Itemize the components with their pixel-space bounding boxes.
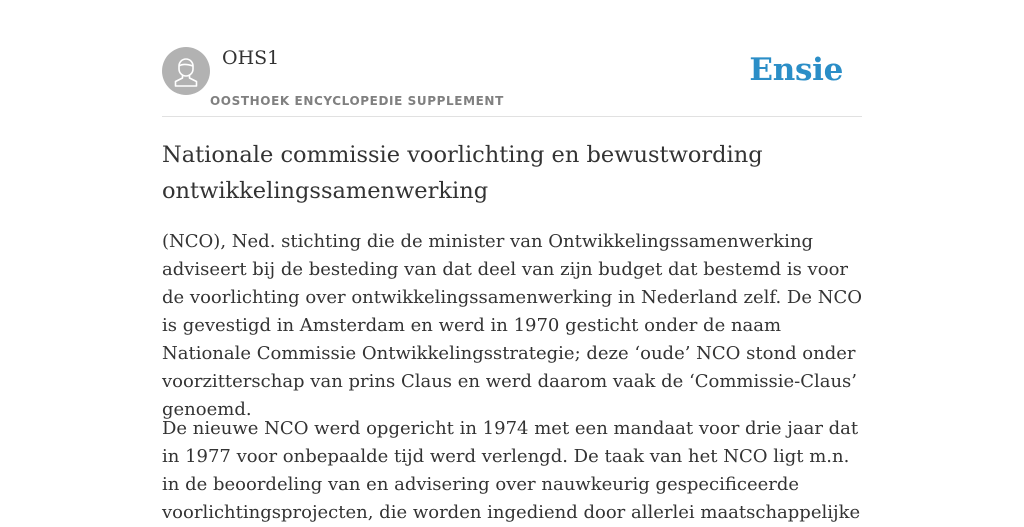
article-title: Nationale commissie voorlichting en bewustwording ontwikkelingssamenwerking (162, 142, 763, 204)
article-paragraph-2: De nieuwe NCO werd opgericht in 1974 met een mandaat voor drie jaar dat in 1977 voor onbepaalde tijd werd verlengd. De taak van het NCO ligt m.n. in de beoordeling van en advisering over nauwkeurig gespecificeerde voorlichtingsprojecten, die worden ingediend door allerlei maatschappelijke (162, 418, 861, 523)
user-icon (162, 47, 210, 95)
article-header (162, 0, 862, 117)
page-container (162, 0, 862, 523)
source-label[interactable]: OOSTHOEK ENCYCLOPEDIE SUPPLEMENT (210, 94, 504, 108)
ensie-logo[interactable]: Ensie (749, 52, 843, 88)
author-name[interactable]: OHS1 (222, 47, 280, 69)
avatar[interactable] (162, 47, 210, 95)
article-paragraph-1: (NCO), Ned. stichting die de minister van Ontwikkelingssamenwerking adviseert bij de besteding van dat deel van zijn budget dat bestemd is voor de voorlichting over ontwikkelingssamenwerking in Nederland zelf. De NCO is gevestigd in Amsterdam en werd in 1970 gesticht onder de naam Nationale Commissie Ontwikkelingsstrategie; deze ‘oude’ NCO stond onder voorzitterschap van prins Claus en werd daarom vaak de ‘Commissie-Claus’ genoemd. (162, 231, 862, 420)
